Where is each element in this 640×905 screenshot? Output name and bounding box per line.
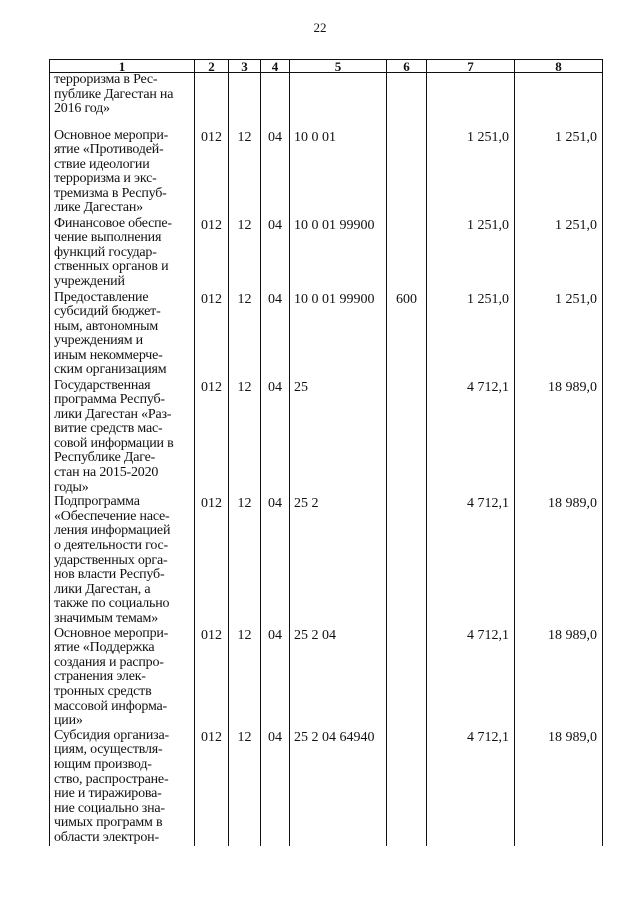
code-3-cell: 12 [229, 217, 261, 291]
header-row [50, 60, 603, 73]
row-name-cell [50, 73, 195, 129]
name-line: 2016 год» [54, 101, 110, 117]
name-line: массовой информа- [54, 698, 167, 714]
code-6-cell [387, 217, 427, 291]
name-line: нов власти Респуб- [54, 567, 165, 583]
amount-7-cell: 1 251,0 [427, 129, 515, 217]
code-6-cell [387, 379, 427, 496]
code-2-cell: 012 [195, 729, 229, 846]
name-line: Основное меропри- [54, 127, 169, 143]
code-4-cell: 04 [261, 291, 290, 379]
code-4-cell: 04 [261, 495, 290, 626]
row-name-cell [50, 129, 195, 217]
name-line: Республике Даге- [54, 450, 156, 466]
table-row [50, 129, 603, 217]
col-header-4: 4 [261, 60, 290, 73]
name-line: лики Дагестан «Раз- [54, 406, 172, 422]
name-line: ятие «Поддержка [54, 640, 155, 656]
amount-7-cell: 1 251,0 [427, 291, 515, 379]
table-row [50, 495, 603, 626]
row-name-cell [50, 379, 195, 496]
code-4-cell: 04 [261, 379, 290, 496]
row-name-cell [50, 627, 195, 729]
table-row [50, 627, 603, 729]
amount-8-cell: 18 989,0 [515, 495, 603, 626]
name-line: учреждений [54, 273, 125, 289]
code-5-cell: 10 0 01 99900 [290, 217, 387, 291]
amount-7-cell: 4 712,1 [427, 379, 515, 496]
row-name-cell [50, 495, 195, 626]
row-name-cell [50, 217, 195, 291]
name-line: странения элек- [54, 669, 146, 685]
amount-8-cell: 1 251,0 [515, 129, 603, 217]
name-line: ние и тиражирова- [54, 786, 162, 802]
code-2-cell: 012 [195, 129, 229, 217]
name-line: Предоставление [54, 289, 149, 305]
code-2-cell: 012 [195, 379, 229, 496]
row-name-cell [50, 291, 195, 379]
amount-7-cell: 4 712,1 [427, 627, 515, 729]
code-2-cell: 012 [195, 495, 229, 626]
code-5-cell: 25 2 04 [290, 627, 387, 729]
code-3-cell: 12 [229, 379, 261, 496]
col-header-6: 6 [387, 60, 427, 73]
code-6-cell [387, 129, 427, 217]
amount-8-cell [515, 73, 603, 129]
name-line: тронных средств [54, 683, 152, 699]
name-line: лики Дагестан, а [54, 581, 151, 597]
col-header-2: 2 [195, 60, 229, 73]
budget-table [49, 59, 603, 846]
code-4-cell: 04 [261, 217, 290, 291]
col-header-5: 5 [290, 60, 387, 73]
code-4-cell: 04 [261, 129, 290, 217]
code-5-cell: 25 [290, 379, 387, 496]
code-3-cell [229, 73, 261, 129]
name-line: годы» [54, 479, 89, 495]
col-header-7: 7 [427, 60, 515, 73]
code-3-cell: 12 [229, 291, 261, 379]
code-4-cell: 04 [261, 627, 290, 729]
name-line: о деятельности гос- [54, 538, 168, 554]
row-name-cell [50, 729, 195, 846]
name-line: учреждениям и [54, 333, 143, 349]
code-5-cell: 25 2 04 64940 [290, 729, 387, 846]
amount-7-cell: 4 712,1 [427, 495, 515, 626]
page-number: 22 [313, 20, 327, 35]
code-4-cell [261, 73, 290, 129]
name-line: витие средств мас- [54, 421, 163, 437]
name-line: Подпрограмма [54, 494, 140, 510]
name-line: лике Дагестан» [54, 200, 143, 216]
code-2-cell: 012 [195, 217, 229, 291]
name-line: ствие идеологии [54, 156, 150, 172]
code-6-cell: 600 [387, 291, 427, 379]
name-line: чимых программ в [54, 815, 163, 831]
amount-8-cell: 1 251,0 [515, 217, 603, 291]
table-row [50, 73, 603, 129]
code-6-cell [387, 495, 427, 626]
code-6-cell [387, 73, 427, 129]
amount-8-cell: 18 989,0 [515, 627, 603, 729]
table-row [50, 217, 603, 291]
code-3-cell: 12 [229, 495, 261, 626]
amount-7-cell: 1 251,0 [427, 217, 515, 291]
col-header-1: 1 [50, 60, 195, 73]
code-2-cell [195, 73, 229, 129]
code-5-cell: 10 0 01 [290, 129, 387, 217]
amount-8-cell: 1 251,0 [515, 291, 603, 379]
name-line: тремизма в Респуб- [54, 185, 167, 201]
name-line: области электрон- [54, 829, 159, 845]
amount-7-cell: 4 712,1 [427, 729, 515, 846]
code-4-cell: 04 [261, 729, 290, 846]
code-5-cell: 10 0 01 99900 [290, 291, 387, 379]
name-line: терроризма в Рес- [54, 72, 158, 87]
name-line: ние социально зна- [54, 800, 165, 816]
name-line: циям, осуществля- [54, 742, 163, 758]
name-line: также по социально [54, 596, 170, 612]
table-row [50, 379, 603, 496]
name-line: ударственных орга- [54, 552, 168, 568]
name-line: ющим производ- [54, 756, 152, 772]
code-2-cell: 012 [195, 627, 229, 729]
name-line: субсидий бюджет- [54, 304, 161, 320]
table-row [50, 729, 603, 846]
name-line: публике Дагестан на [54, 86, 174, 102]
name-line: совой информации в [54, 435, 174, 451]
code-3-cell: 12 [229, 129, 261, 217]
amount-7-cell [427, 73, 515, 129]
name-line: стан на 2015-2020 [54, 465, 159, 481]
name-line: Государственная [54, 377, 151, 393]
name-line: программа Респуб- [54, 392, 165, 408]
table-row [50, 291, 603, 379]
col-header-3: 3 [229, 60, 261, 73]
col-header-8: 8 [515, 60, 603, 73]
name-line: Субсидия организа- [54, 727, 169, 743]
name-line: чение выполнения [54, 230, 162, 246]
code-2-cell: 012 [195, 291, 229, 379]
name-line: терроризма и экс- [54, 171, 157, 187]
table-body [50, 73, 603, 846]
name-line: ятие «Противодей- [54, 142, 164, 158]
name-line: ным, автономным [54, 318, 159, 334]
amount-8-cell: 18 989,0 [515, 379, 603, 496]
name-line: функций государ- [54, 244, 157, 260]
name-line: ственных органов и [54, 259, 169, 275]
code-3-cell: 12 [229, 729, 261, 846]
code-6-cell [387, 627, 427, 729]
name-line: иным некоммерче- [54, 347, 163, 363]
name-line: ским организациям [54, 362, 167, 378]
code-3-cell: 12 [229, 627, 261, 729]
code-5-cell: 25 2 [290, 495, 387, 626]
code-5-cell [290, 73, 387, 129]
name-line: «Обеспечение насе- [54, 508, 170, 524]
amount-8-cell: 18 989,0 [515, 729, 603, 846]
name-line: ство, распростране- [54, 771, 169, 787]
name-line: значимым темам» [54, 611, 159, 626]
name-line: Финансовое обеспе- [54, 215, 172, 231]
name-line: ции» [54, 713, 83, 729]
code-6-cell [387, 729, 427, 846]
name-line: Основное меропри- [54, 625, 169, 641]
name-line: ления информацией [54, 523, 171, 539]
name-line: создания и распро- [54, 654, 164, 670]
